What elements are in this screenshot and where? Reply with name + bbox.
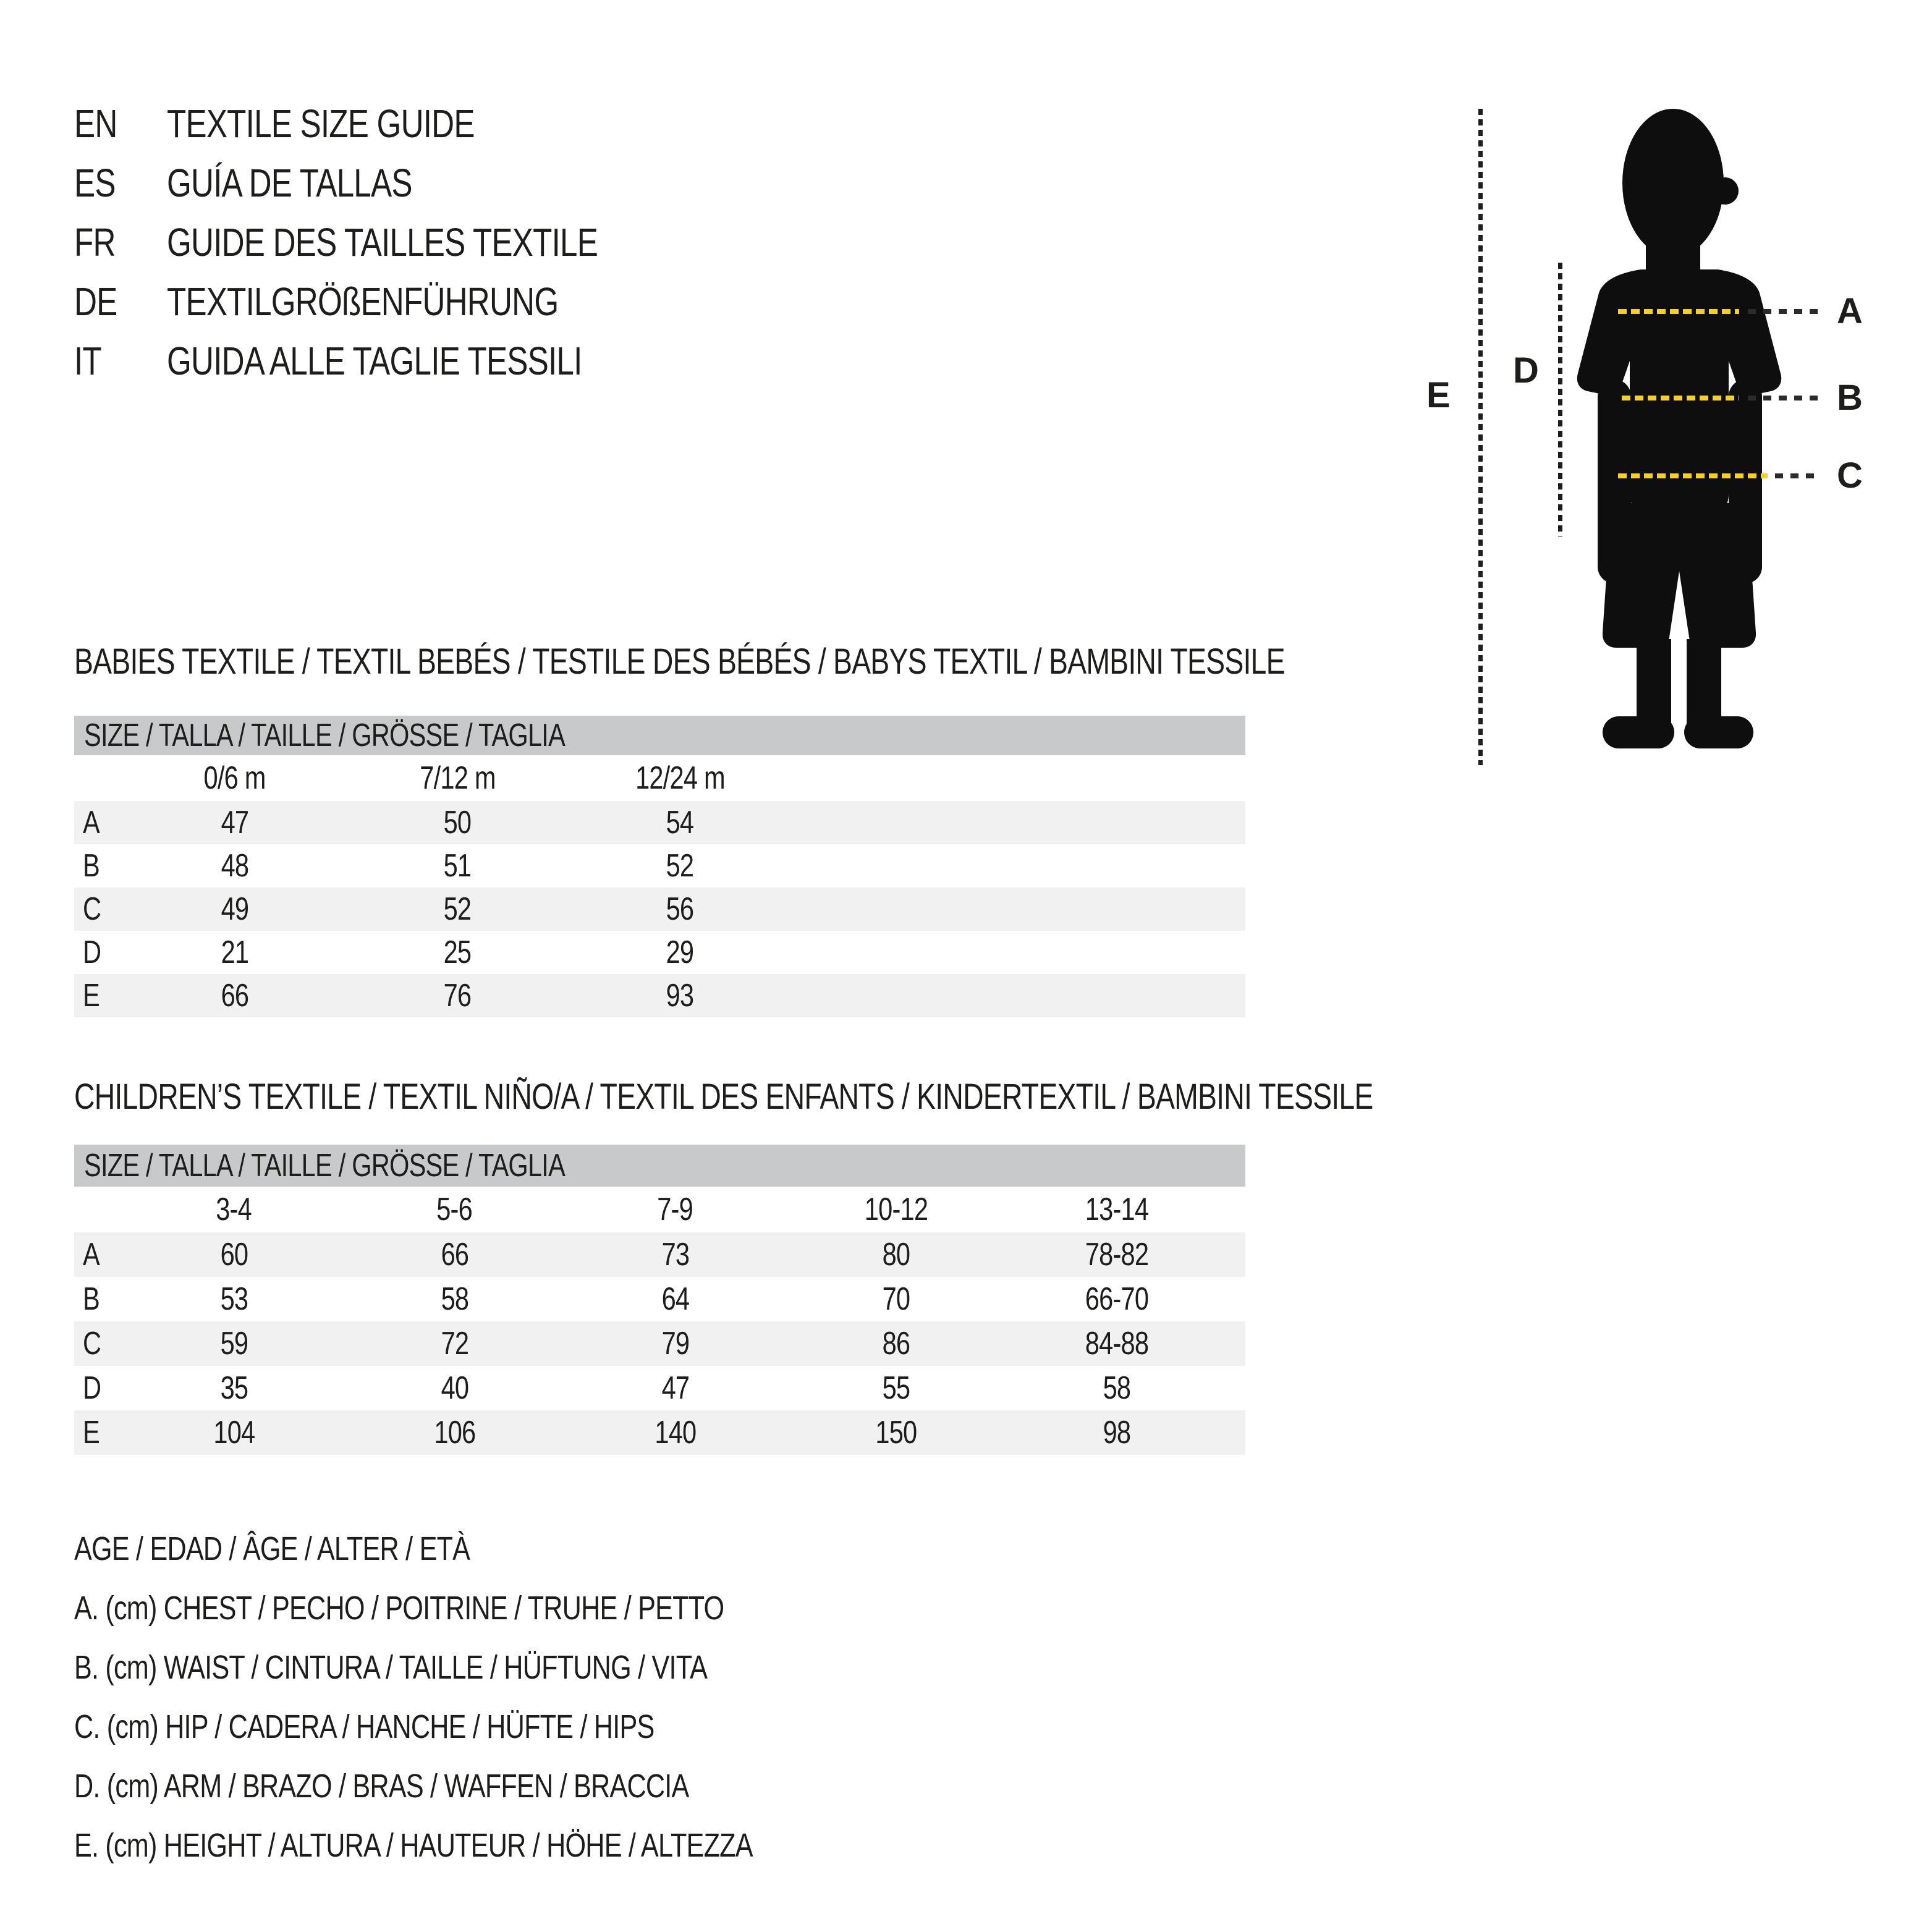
children-size-col: 10-12 <box>864 1192 928 1227</box>
babies-table-row <box>74 844 1245 888</box>
row-label: A <box>83 805 100 841</box>
cell: 58 <box>441 1281 468 1317</box>
cell: 98 <box>1103 1415 1130 1451</box>
cell: 56 <box>666 891 694 927</box>
language-row <box>74 272 705 331</box>
children-size-col: 3-4 <box>216 1192 252 1227</box>
cell: 73 <box>661 1237 689 1273</box>
children-table-row <box>74 1277 1245 1321</box>
cell: 140 <box>654 1415 696 1451</box>
cell: 76 <box>443 978 472 1014</box>
language-row <box>74 153 705 213</box>
row-label: D <box>83 934 101 970</box>
language-title: GUIDE DES TAILLES TEXTILE <box>167 220 598 265</box>
row-label: A <box>83 1237 100 1273</box>
children-table-row <box>74 1366 1245 1410</box>
language-title: GUÍA DE TALLAS <box>167 161 412 205</box>
cell: 47 <box>221 805 249 841</box>
cell: 47 <box>661 1370 689 1406</box>
legend-line: C. (cm) HIP / CADERA / HANCHE / HÜFTE / HIPS <box>74 1708 655 1745</box>
language-title: TEXTILE SIZE GUIDE <box>167 101 475 146</box>
measurement-legend <box>74 1519 922 1875</box>
cell: 40 <box>441 1370 468 1406</box>
cell: 86 <box>882 1326 910 1362</box>
chest-measure-line-a-yellow <box>1618 309 1739 314</box>
waist-measure-line-b-dark <box>1748 396 1821 400</box>
babies-table-row <box>74 888 1245 931</box>
cell: 52 <box>666 848 694 884</box>
children-size-header-bar: SIZE / TALLA / TAILLE / GRÖSSE / TAGLIA <box>74 1145 1245 1187</box>
cell: 93 <box>666 978 694 1014</box>
child-silhouette <box>1573 108 1786 751</box>
waist-measure-line-b-yellow <box>1622 396 1739 400</box>
cell: 50 <box>443 805 472 841</box>
children-table-row <box>74 1321 1245 1366</box>
figure-label-b: B <box>1837 378 1863 418</box>
cell: 84-88 <box>1085 1326 1148 1362</box>
cell: 48 <box>221 848 249 884</box>
row-label: C <box>83 891 101 927</box>
babies-size-header-bar: SIZE / TALLA / TAILLE / GRÖSSE / TAGLIA <box>74 716 1245 755</box>
children-table-row <box>74 1232 1245 1277</box>
cell: 70 <box>882 1281 910 1317</box>
cell: 55 <box>882 1370 910 1406</box>
cell: 106 <box>433 1415 475 1451</box>
babies-section-title: BABIES TEXTILE / TEXTIL BEBÉS / TESTILE DES BÉBÉS / BABYS TEXTIL / BAMBINI TESSILE <box>74 642 1285 682</box>
figure-label-a: A <box>1837 291 1863 331</box>
cell: 79 <box>661 1326 689 1362</box>
language-code: EN <box>74 101 117 146</box>
cell: 60 <box>220 1237 248 1273</box>
babies-size-col: 12/24 m <box>635 760 725 796</box>
chest-measure-line-a-dark <box>1748 309 1821 314</box>
language-row <box>74 94 705 153</box>
cell: 104 <box>213 1415 255 1451</box>
cell: 64 <box>661 1281 689 1317</box>
cell: 58 <box>1103 1370 1130 1406</box>
row-label: B <box>83 848 100 884</box>
cell: 80 <box>882 1237 910 1273</box>
hip-measure-line-c-yellow <box>1618 473 1768 478</box>
children-size-col: 13-14 <box>1085 1192 1148 1227</box>
language-code: ES <box>74 161 116 205</box>
legend-line: A. (cm) CHEST / PECHO / POITRINE / TRUHE / PETTO <box>74 1590 724 1627</box>
cell: 29 <box>666 934 694 970</box>
cell: 66-70 <box>1085 1281 1148 1317</box>
cell: 35 <box>220 1370 248 1406</box>
row-label: C <box>83 1326 101 1362</box>
figure-label-c: C <box>1837 455 1863 496</box>
cell: 66 <box>221 978 249 1014</box>
language-title: TEXTILGRÖßENFÜHRUNG <box>167 279 559 324</box>
children-section-title: CHILDREN’S TEXTILE / TEXTIL NIÑO/A / TEXTIL DES ENFANTS / KINDERTEXTIL / BAMBINI TESSILE <box>74 1077 1373 1117</box>
cell: 51 <box>443 848 472 884</box>
cell: 49 <box>221 891 249 927</box>
cell: 78-82 <box>1085 1237 1148 1273</box>
cell: 25 <box>443 934 472 970</box>
cell: 53 <box>220 1281 248 1317</box>
cell: 54 <box>666 805 694 841</box>
cell: 52 <box>443 891 472 927</box>
children-sizes-row <box>74 1187 1245 1232</box>
language-code: FR <box>74 220 116 265</box>
legend-line: B. (cm) WAIST / CINTURA / TAILLE / HÜFTUNG / VITA <box>74 1649 708 1686</box>
figure-label-e: E <box>1426 375 1451 415</box>
legend-line: D. (cm) ARM / BRAZO / BRAS / WAFFEN / BRACCIA <box>74 1768 689 1805</box>
children-size-col: 7-9 <box>657 1192 693 1227</box>
language-row <box>74 213 705 272</box>
row-label: E <box>83 978 100 1014</box>
legend-line: E. (cm) HEIGHT / ALTURA / HAUTEUR / HÖHE / ALTEZZA <box>74 1827 753 1864</box>
cell: 66 <box>441 1237 468 1273</box>
language-code: IT <box>74 339 101 383</box>
cell: 72 <box>441 1326 468 1362</box>
babies-sizes-row <box>74 755 1245 801</box>
language-list <box>74 94 705 391</box>
babies-size-col: 0/6 m <box>203 760 266 796</box>
hip-measure-line-c-dark <box>1775 473 1821 478</box>
cell: 21 <box>221 934 249 970</box>
children-size-col: 5-6 <box>436 1192 473 1227</box>
babies-size-col: 7/12 m <box>419 760 496 796</box>
language-row <box>74 331 705 391</box>
babies-table-row <box>74 801 1245 844</box>
children-table-row <box>74 1410 1245 1455</box>
cell: 59 <box>220 1326 248 1362</box>
row-label: D <box>83 1370 101 1406</box>
row-label: B <box>83 1281 100 1317</box>
language-title: GUIDA ALLE TAGLIE TESSILI <box>167 339 582 383</box>
figure-label-d: D <box>1513 350 1539 391</box>
babies-table-row <box>74 974 1245 1017</box>
cell: 150 <box>875 1415 917 1451</box>
row-label: E <box>83 1415 100 1451</box>
babies-table-row <box>74 931 1245 974</box>
arm-measure-line-d <box>1558 263 1562 536</box>
language-code: DE <box>74 279 117 324</box>
legend-line: AGE / EDAD / ÂGE / ALTER / ETÀ <box>74 1530 470 1567</box>
